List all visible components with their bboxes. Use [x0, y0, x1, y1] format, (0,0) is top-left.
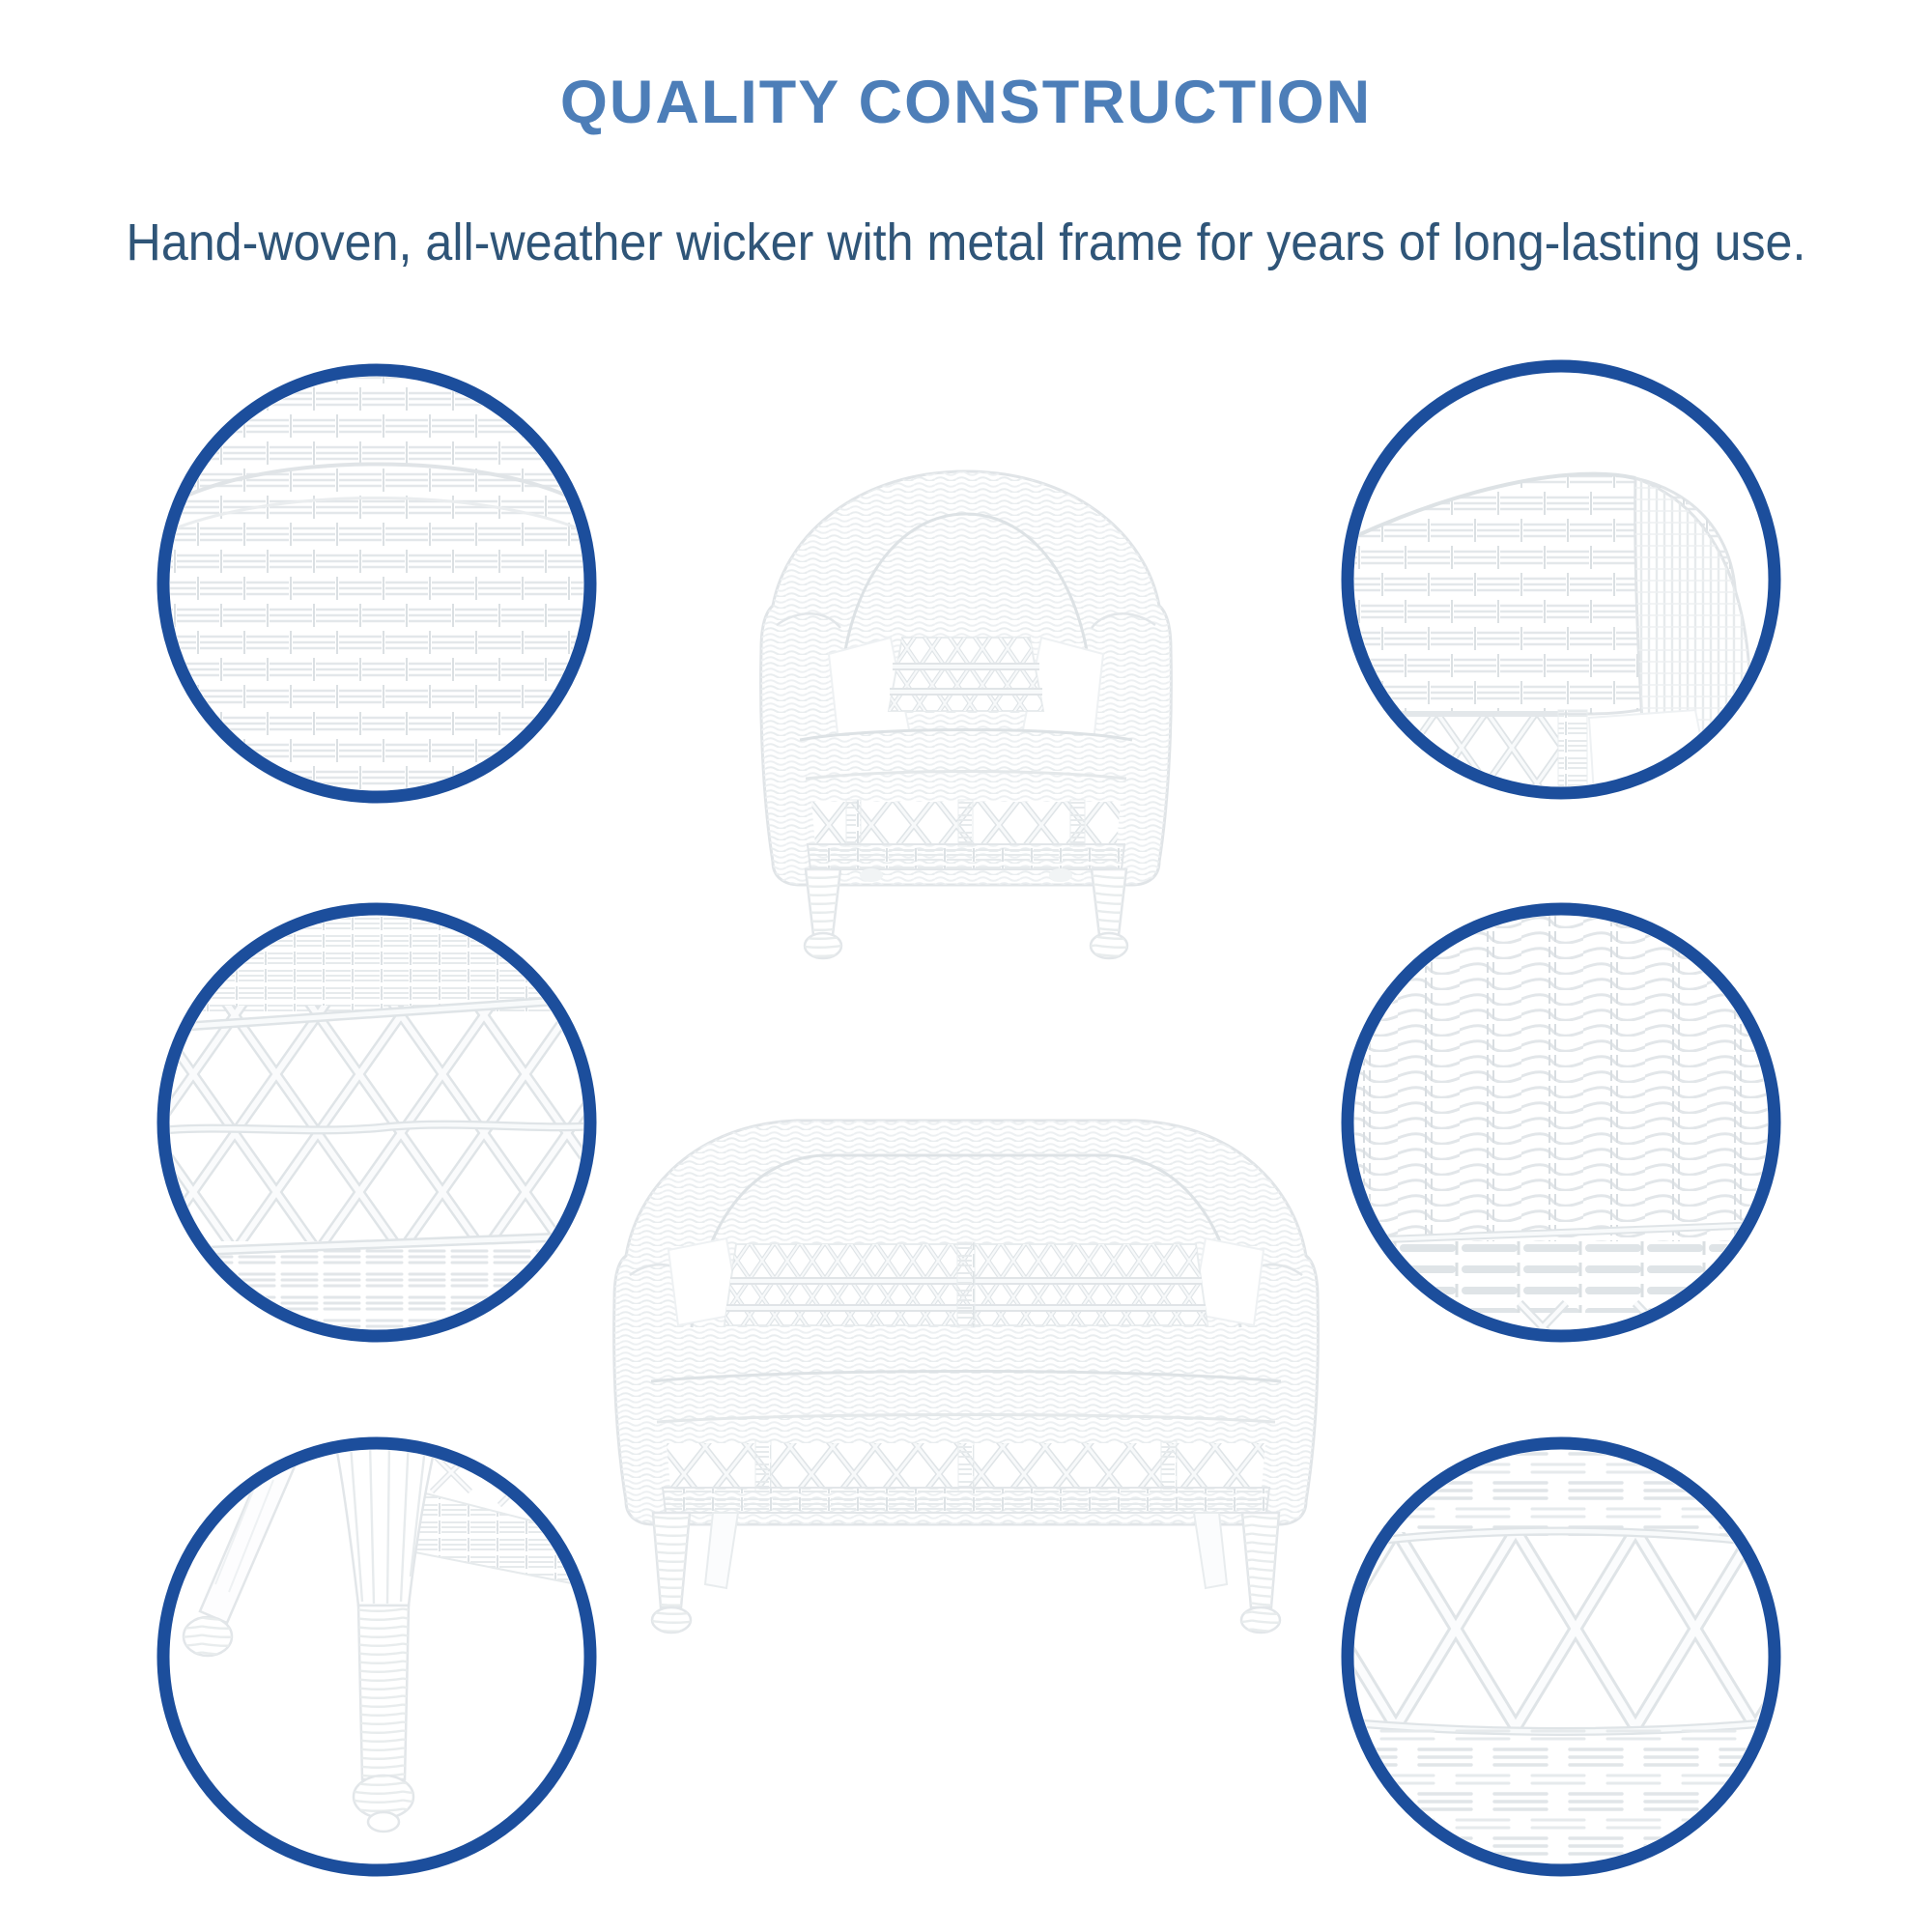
leg-closeup	[152, 1432, 602, 1882]
loveseat-seat	[651, 1372, 1281, 1444]
product-armchair	[744, 446, 1188, 968]
chair-skirt-lattice	[811, 800, 1121, 846]
callout-leg-detail	[152, 1432, 602, 1882]
callout-diamond-lattice	[152, 897, 602, 1348]
page-subtitle: Hand-woven, all-weather wicker with metal frame for years of long-lasting use.	[126, 213, 1806, 271]
page-title: QUALITY CONSTRUCTION	[559, 69, 1373, 136]
callout-back-weave	[152, 358, 602, 809]
chair-rear-foot-right	[1049, 868, 1072, 882]
product-loveseat	[599, 1095, 1333, 1656]
skirt-lattice-closeup	[1336, 1432, 1786, 1882]
loveseat-illustration	[599, 1095, 1333, 1656]
loveseat-back-lattice	[724, 1242, 1208, 1327]
chair-front-right-leg	[1091, 869, 1127, 958]
loveseat-front-left-leg	[652, 1513, 691, 1633]
diamond-lattice-closeup	[152, 897, 602, 1348]
arm-corner-closeup	[1336, 355, 1786, 805]
loveseat-bottom-rail	[663, 1488, 1269, 1513]
chair-rear-foot-left	[860, 868, 883, 882]
chair-seat	[800, 730, 1132, 803]
callout-tight-weave	[1336, 897, 1786, 1348]
callout-skirt-lattice	[1336, 1432, 1786, 1882]
loveseat-front-right-leg	[1241, 1513, 1280, 1633]
tight-weave-closeup	[1336, 897, 1786, 1348]
loveseat-center-post	[957, 1242, 975, 1327]
loveseat-skirt-lattice	[667, 1441, 1265, 1492]
chair-bottom-rail	[808, 844, 1124, 869]
chair-back-lattice	[889, 638, 1043, 711]
callout-arm-corner	[1336, 355, 1786, 805]
armchair-illustration	[744, 446, 1188, 968]
chair-front-left-leg	[805, 869, 841, 958]
back-weave-closeup	[152, 358, 602, 809]
